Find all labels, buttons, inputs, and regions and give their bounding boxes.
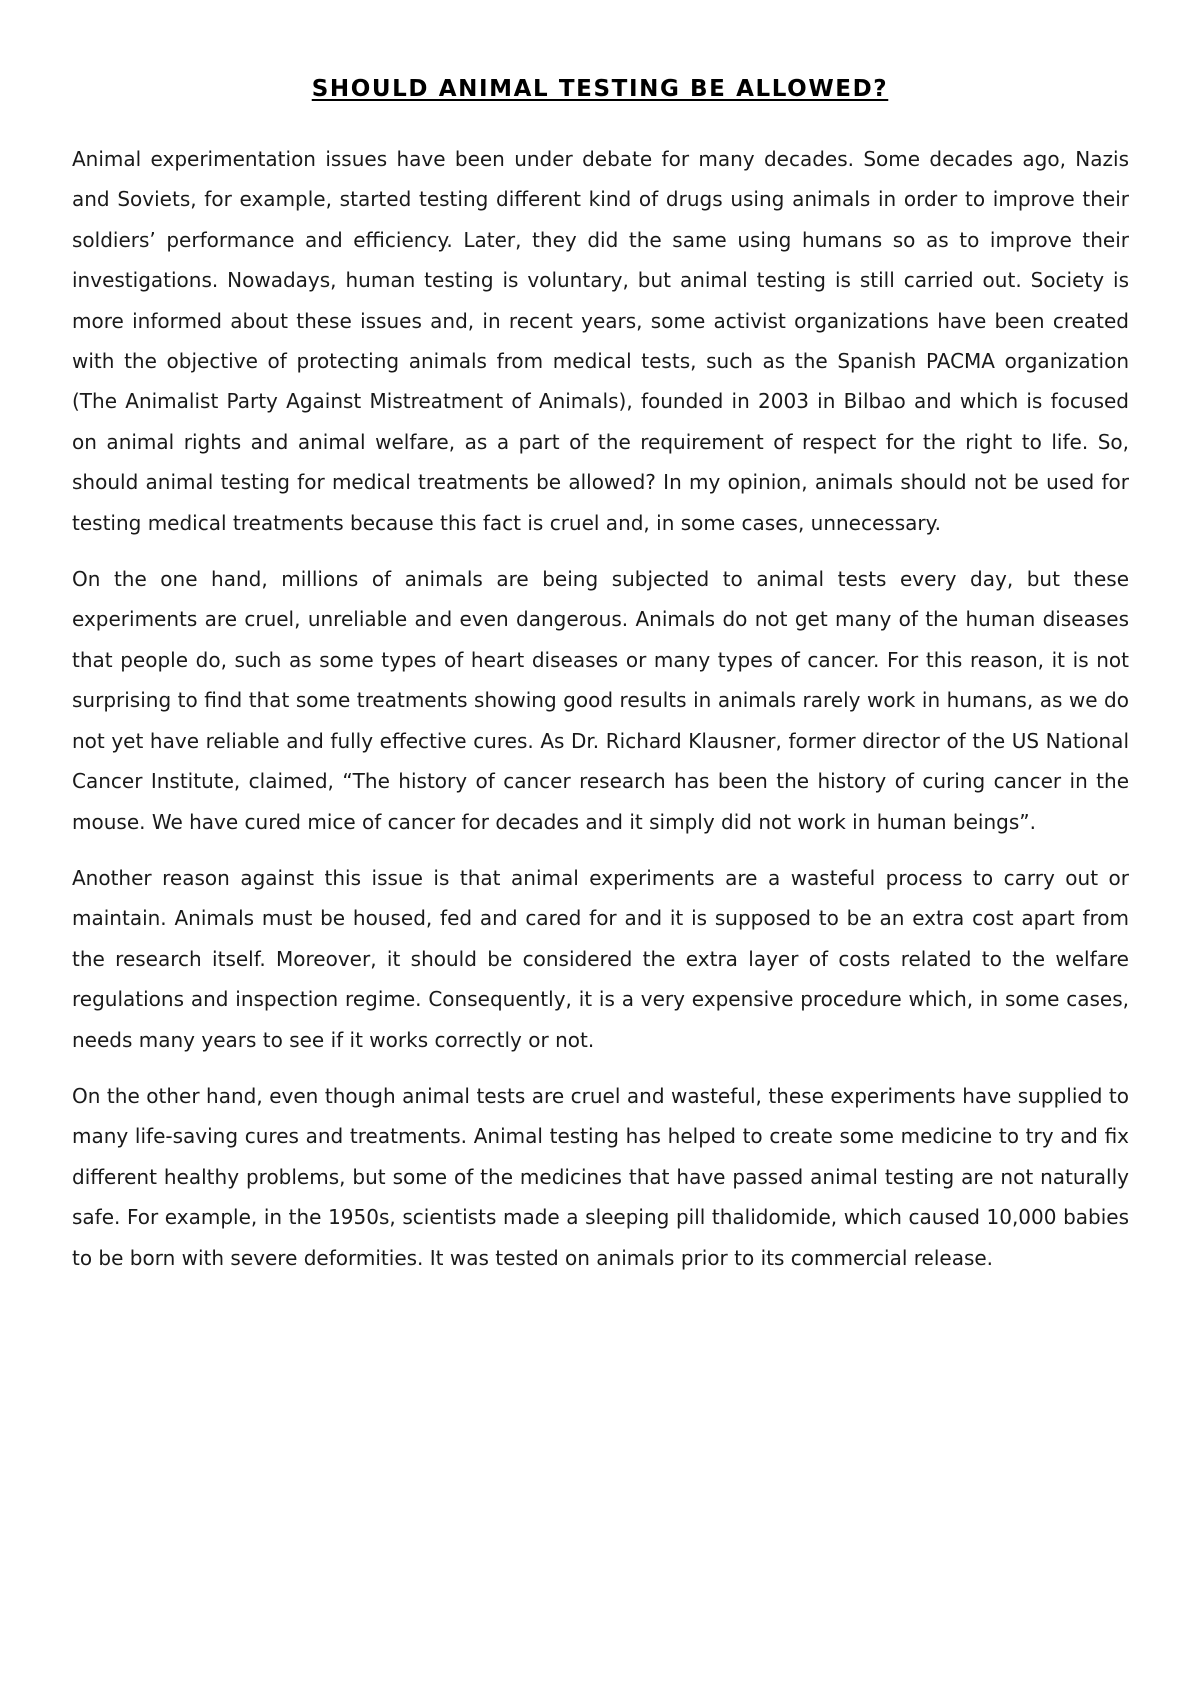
paragraph-cruelty-argument: On the one hand, millions of animals are being subjected to animal tests every day, but these experiments are cruel, unreliable and even dangerous. Animals do not get many of the human diseases that people do, such as some types of heart diseases or many types of cancer. For this reason, it is not surprising to find that some treatments showing good results in animals rarely work in humans, as we do not yet have reliable and fully effective cures. As Dr. Richard Klausner, former director of the US National Cancer Institute, claimed, “The history of cancer research has been the history of curing cancer in the mouse. We have cured mice of cancer for decades and it simply did not work in human beings”. xyxy=(72,567,1129,834)
document-title: SHOULD ANIMAL TESTING BE ALLOWED? xyxy=(311,76,889,102)
document-body xyxy=(72,139,1129,1294)
paragraph-counter-argument: On the other hand, even though animal tests are cruel and wasteful, these experiments have supplied to many life-saving cures and treatments. Animal testing has helped to create some medicine to try and fix different healthy problems, but some of the medicines that have passed animal testing are not naturally safe. For example, in the 1950s, scientists made a sleeping pill thalidomide, which caused 10,000 babies to be born with severe deformities. It was tested on animals prior to its commercial release. xyxy=(72,1083,1129,1270)
paragraph-cost-argument: Another reason against this issue is that animal experiments are a wasteful process to carry out or maintain. Animals must be housed, fed and cared for and it is supposed to be an extra cost apart from the research itself. Moreover, it should be considered the extra layer of costs related to the welfare regulations and inspection regime. Consequently, it is a very expensive procedure which, in some cases, needs many years to see if it works correctly or not. xyxy=(72,865,1129,1052)
paragraph-introduction: Animal experimentation issues have been under debate for many decades. Some decades ago, Nazis and Soviets, for example, started testing different kind of drugs using animals in order to improve their soldiers’ performance and efficiency. Later, they did the same using humans so as to improve their investigations. Nowadays, human testing is voluntary, but animal testing is still carried out. Society is more informed about these issues and, in recent years, some activist organizations have been created with the objective of protecting animals from medical tests, such as the Spanish PACMA organization (The Animalist Party Against Mistreatment of Animals), founded in 2003 in Bilbao and which is focused on animal rights and animal welfare, as a part of the requirement of respect for the right to life. So, should animal testing for medical treatments be allowed? In my opinion, animals should not be used for testing medical treatments because this fact is cruel and, in some cases, unnecessary. xyxy=(72,147,1129,535)
